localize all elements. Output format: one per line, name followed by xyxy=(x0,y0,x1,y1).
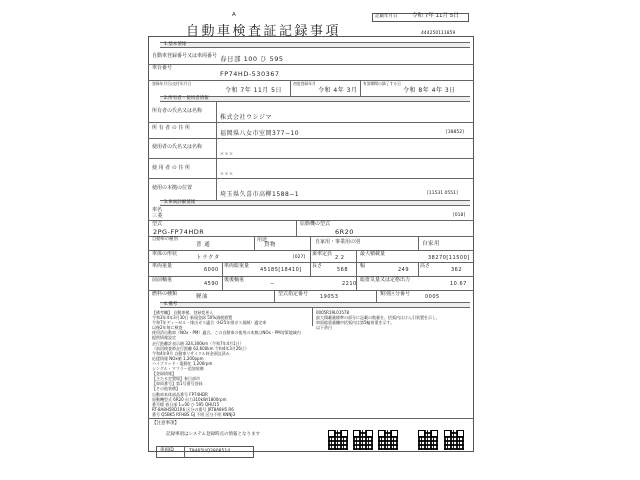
note-line: 走行距離計表示値 324,300km（令和7年4月1日） xyxy=(152,340,244,346)
note-line: 令和3年4年3月30日 新規登録 50%減税措置 xyxy=(152,315,233,321)
section-vehicle-header xyxy=(160,200,470,206)
weight-value: 6000 xyxy=(204,267,219,273)
gross-value: 45185[18410] xyxy=(260,267,302,273)
divider xyxy=(216,102,217,200)
note-line: シングル・マフラー追加装備 xyxy=(152,366,204,372)
spec-value: 19053 xyxy=(320,294,339,300)
note-line: （前回検査時走行距離 62,600km 令和4年3月26日） xyxy=(152,345,249,351)
class-value: 0005 xyxy=(425,294,440,300)
note-line: 使用済自動車（NOx・PM）適合。この自動車の使用の本拠はNOx・PM対策地域内 xyxy=(152,330,301,336)
divider xyxy=(356,250,357,262)
height-label: 高さ xyxy=(420,263,431,269)
note-line: 【備考欄】 自動車検、登録変更入 xyxy=(152,310,214,315)
expiry-label: 有効期間の満了する日 xyxy=(363,81,401,86)
type-label: 自動車の種別 xyxy=(152,237,178,242)
body-value: トラクタ xyxy=(196,255,220,261)
note-line: 令和4年9月 自動車リサイクル料金預託済み xyxy=(152,350,230,356)
divider xyxy=(310,262,311,276)
private-label: 自家用・事業用の別 xyxy=(315,239,361,245)
maxload-value: 38270[11500] xyxy=(428,255,470,261)
user-addr-label: 使 用 者 の 住 所 xyxy=(152,165,190,171)
engine-label: 原動機の型式 xyxy=(300,221,331,227)
maxload-label: 最大積載量 xyxy=(360,251,386,257)
doc-mark: A xyxy=(232,12,236,18)
divider xyxy=(148,276,474,277)
chassis-label: 車台番号 xyxy=(152,65,173,71)
length-label: 長さ xyxy=(312,263,323,269)
divider xyxy=(254,236,255,250)
divider xyxy=(184,446,185,458)
divider xyxy=(290,80,291,96)
width-label: 幅 xyxy=(360,263,366,269)
owner-addr-code: [38852] xyxy=(446,130,464,135)
owner-addr-value: 福岡県八女市室岡377−10 xyxy=(220,130,300,137)
divider xyxy=(148,418,474,419)
section-notes-header xyxy=(160,302,470,308)
divider xyxy=(148,236,474,237)
divider xyxy=(148,290,474,291)
class-label: 類別区分番号 xyxy=(380,291,411,297)
divider xyxy=(376,290,377,302)
divider xyxy=(148,64,474,65)
base-code: [11531 0551] xyxy=(427,191,458,196)
divider xyxy=(148,122,474,123)
note-line: 原動機型式 6R20 出力310kW/1800rpm xyxy=(152,396,227,402)
vehicle-id-value: T9465UQ2808514 xyxy=(189,449,231,454)
note-line: 以下余白 xyxy=(316,325,332,331)
note-line: 最大積載量標準の部分に記載の数量を、括弧内はけん引装置を示し、 xyxy=(316,315,440,321)
divider xyxy=(418,236,419,250)
first-reg-label: 登録年月日/交付年月日 xyxy=(152,81,192,86)
qr-code-icon xyxy=(378,430,398,450)
note-line: ハイブリッド・電動化 1,200rpm xyxy=(152,360,213,366)
base-label: 使用の本拠の位置 xyxy=(152,185,193,191)
spec-label: 型式指定番号 xyxy=(278,291,309,297)
reg-value: 春日部 100 ひ 595 xyxy=(220,55,284,63)
divider xyxy=(310,250,311,262)
user-addr-value: ＊＊＊ xyxy=(220,171,234,176)
note-line: 令和7年ディーゼル・排出ガス適合（H25年排ガス規制）適定車 xyxy=(152,320,267,326)
divider xyxy=(274,290,275,302)
height-value: 362 xyxy=(451,267,463,273)
divider xyxy=(296,220,297,236)
cap-label: 乗車定員 xyxy=(312,251,333,257)
note-line: 【その他装備】 xyxy=(152,386,180,392)
first-year-label: 初度登録年月 xyxy=(293,81,316,86)
fuel-label: 燃料の種類 xyxy=(152,291,178,297)
record-date: 令和 7年 11月 5日 xyxy=(412,13,459,19)
first-reg-value: 令和 7年 11月 5日 xyxy=(225,87,282,94)
notes-left xyxy=(152,310,302,417)
divider xyxy=(356,276,357,290)
notes-right xyxy=(316,310,472,330)
divider xyxy=(222,276,223,290)
divider xyxy=(356,262,357,276)
section-basic-header xyxy=(160,42,470,48)
chassis-value: FP74HD-530367 xyxy=(220,70,280,78)
base-value: 埼玉県久喜市高柳1588−1 xyxy=(220,191,300,198)
divider xyxy=(148,138,474,139)
info-title: 【注意事項】 xyxy=(152,421,179,426)
user-name-value: ＊＊＊ xyxy=(220,151,234,156)
divider xyxy=(222,262,223,276)
section-basic-title: 1.基本情報 xyxy=(164,42,187,47)
owner-addr-label: 所 有 者 の 住 所 xyxy=(152,125,190,131)
fuel-value: 軽油 xyxy=(196,294,209,300)
doc-title: 自動車検査証記録事項 xyxy=(186,24,342,39)
displ-value: 10.67 xyxy=(450,281,467,287)
note-line: 番号標 春日部 1=00 ひ 595 QHU15 xyxy=(152,401,220,407)
first-year-value: 令和 4年 3月 xyxy=(318,87,358,94)
record-date-label: 記載年月日 xyxy=(375,14,398,19)
disp-cc: 2210 xyxy=(342,281,357,287)
body-label: 車体の形状 xyxy=(152,251,178,257)
maker-value: 三菱 xyxy=(152,213,164,219)
note-line: 自動車本体部品番号 FP74HDR xyxy=(152,391,208,397)
weight-label: 車両重量 xyxy=(152,263,173,269)
front-value: 4590 xyxy=(204,281,219,287)
divider xyxy=(148,250,474,251)
note-line: 応援情報 NOx値 1,200ppm xyxy=(152,355,204,361)
note-line: 番号 Q5BK5 RFHBS GJ 不明 区分不明 KNNJ3 xyxy=(152,411,236,417)
section-owner-title: 2.所有者・使用者情報 xyxy=(164,96,209,101)
maker-label: 車名 xyxy=(152,207,163,213)
type-value: 普 通 xyxy=(196,242,211,248)
use-label: 用途 xyxy=(257,237,268,243)
divider xyxy=(148,158,474,159)
note-line: 提供情報設定 xyxy=(152,335,176,341)
displ-label: 総排気量又は定格出力 xyxy=(360,277,411,283)
model-label: 型式 xyxy=(152,221,163,227)
note-line: 【主たる定置場】春日部市 xyxy=(152,376,200,382)
note-line: 以後2年毎に検査 xyxy=(152,325,183,331)
front-label: 前前軸重 xyxy=(152,277,173,283)
body-code: [027] xyxy=(293,255,306,260)
rear-label: 後後軸重 xyxy=(224,277,245,283)
vehicle-id-label: 車両ID xyxy=(160,448,174,453)
width-value: 249 xyxy=(398,267,410,273)
qr-code-icon xyxy=(353,430,373,450)
rear-value: − xyxy=(270,281,275,287)
model-value: 2PG-FP74HDR xyxy=(153,228,205,236)
note-line: 車両総重量欄中括弧内は第5輪荷重を示す。 xyxy=(316,320,395,326)
divider xyxy=(360,80,361,96)
gross-label: 車両総重量 xyxy=(224,263,250,269)
divider xyxy=(310,236,311,250)
section-vehicle-title: 3.車両詳細情報 xyxy=(164,200,196,205)
reg-label: 自動車登録番号又は車両番号 xyxy=(152,53,218,59)
note-line: 【車両番号】第1号番号登録 xyxy=(152,381,203,387)
maker-code: [018] xyxy=(453,213,466,218)
qr-code-icon xyxy=(444,430,464,450)
owner-name-label: 所有者の氏名又は名称 xyxy=(152,108,203,114)
divider xyxy=(312,308,313,326)
expiry-value: 令和 8年 4年 3日 xyxy=(403,87,456,94)
user-name-label: 使用者の氏名又は名称 xyxy=(152,144,203,150)
note-line: 0005R19L01578 xyxy=(316,310,350,315)
owner-name-value: 株式会社ウシジマ xyxy=(220,114,272,121)
divider xyxy=(418,262,419,276)
section-notes-title: 4.備考 xyxy=(164,302,178,307)
qr-code-icon xyxy=(418,430,438,450)
cap-value: 2 2 xyxy=(335,255,345,261)
info-text: 記録事項はシステム登録時点の情報となります xyxy=(166,432,261,437)
use-value: 貨物 xyxy=(264,242,277,248)
note-line: RT-8A8H5RD1R6 区分の番号 JRT8A8H5 R6 xyxy=(152,406,234,412)
length-value: 568 xyxy=(337,267,349,273)
note-line: 【登録情報】 xyxy=(152,371,176,377)
private-value: 自家用 xyxy=(422,241,441,247)
qr-code-icon xyxy=(328,430,348,450)
engine-value: 6R20 xyxy=(335,228,354,236)
doc-number: 444250111859 xyxy=(421,31,456,36)
divider xyxy=(148,178,474,179)
